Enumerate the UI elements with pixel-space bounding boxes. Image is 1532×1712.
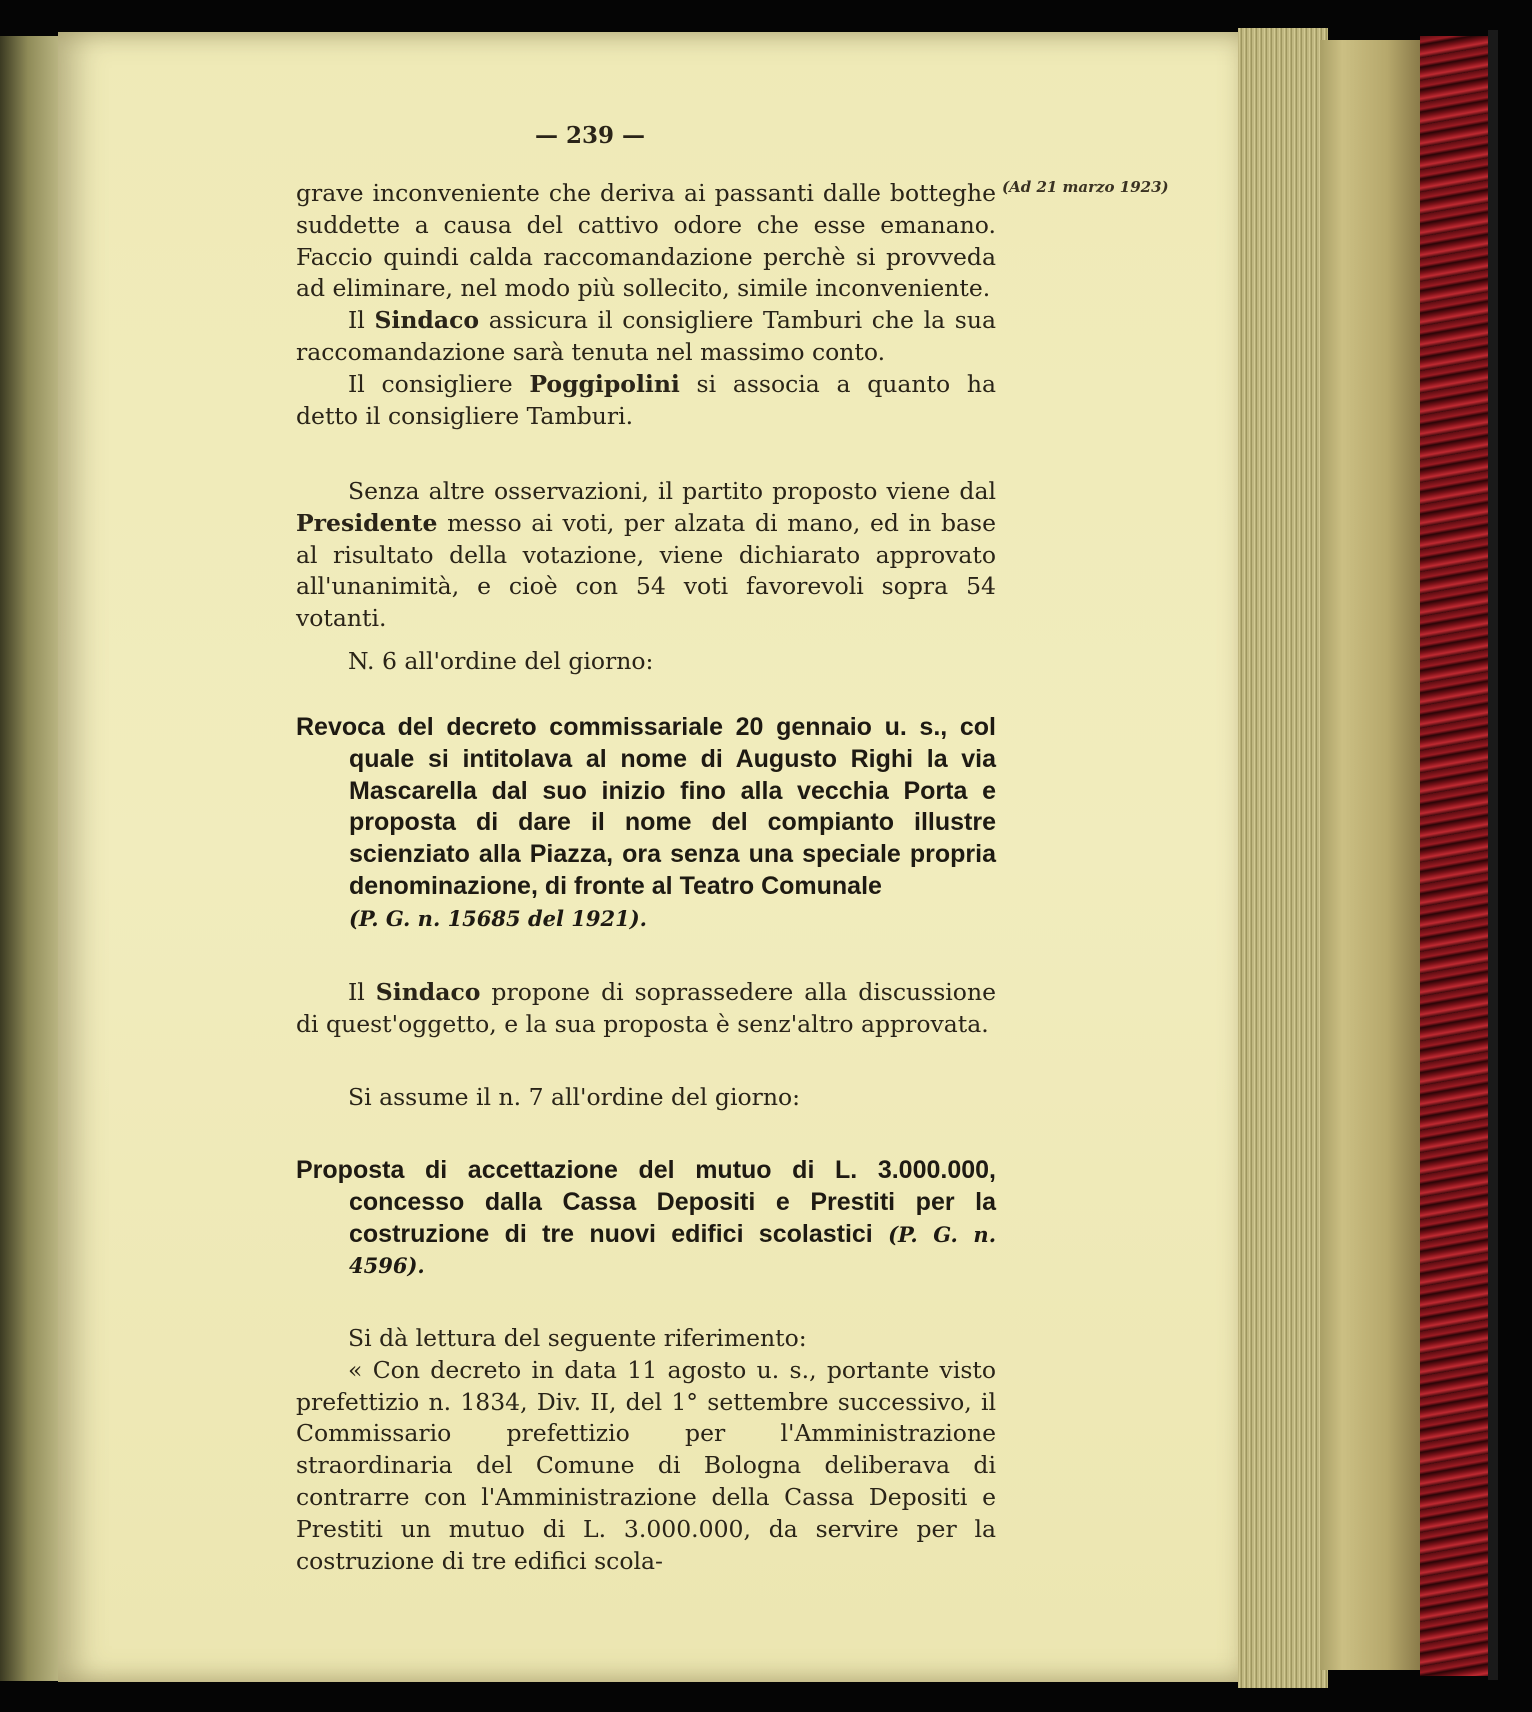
speaker-name: Presidente	[296, 508, 438, 537]
page-stack	[1238, 28, 1328, 1688]
agenda-item-title: Revoca del decreto commissariale 20 gennaio u. s., col quale si intitolava al nome di Augusto Righi la via Mascarella dal suo inizio fino alla vecchia Porta e proposta di dare il nome del compianto illustre scienziato alla Piazza, ora senza una speciale propria denominazione, di fronte al Teatro Comunale (P. G. n. 15685 del 1921).	[296, 713, 996, 931]
margin-date-note: (Ad 21 marzo 1923)	[1002, 178, 1169, 196]
vote-block	[296, 476, 996, 635]
cover-edge	[1488, 30, 1498, 1680]
item7-heading-block	[296, 1155, 996, 1282]
item6-heading-block	[296, 712, 996, 935]
agenda-item-title: Proposta di accettazione del mutuo di L. 3.000.000, concesso dalla Cassa Depositi e Prestiti per la costruzione di tre nuovi edifici scolastici (P. G. n. 4596).	[296, 1156, 997, 1279]
item6-decision-block	[296, 977, 996, 1041]
paragraph-reading-intro: Si dà lettura del seguente riferimento:	[348, 1324, 807, 1352]
speaker-name: Poggipolini	[529, 369, 680, 398]
speaker-name: Sindaco	[374, 306, 480, 335]
paragraph-sindaco-postpone: Il Sindaco propone di soprassedere alla discussione di quest'oggetto, e la sua proposta è senz'altro approvata.	[296, 978, 996, 1038]
paragraph-sindaco-reply: Il Sindaco assicura il consigliere Tamburi che la sua raccomandazione sarà tenuta nel massimo conto.	[296, 306, 996, 366]
agenda-item-reference: (P. G. n. 4596).	[349, 1221, 997, 1279]
paragraph-continuation: grave inconveniente che deriva ai passanti dalle botteghe suddette a causa del cattivo odore che esse emanano. Faccio quindi calda raccomandazione perchè si provveda ad eliminare, nel modo più sollecito, simile inconveniente.	[296, 179, 996, 303]
reading-block	[296, 1323, 996, 1577]
text-block-top	[296, 178, 996, 432]
paragraph-quoted-report: « Con decreto in data 11 agosto u. s., portante visto prefettizio n. 1834, Div. II, del 1° settembre successivo, il Commissario prefettizio per l'Amministrazione straordinaria del Comune di Bologna deliberava di contrarre con l'Amministrazione della Cassa Depositi e Prestiti un mutuo di L. 3.000.000, da servire per la costruzione di tre edifici scola-	[296, 1355, 996, 1575]
paragraph-vote: Senza altre osservazioni, il partito proposto viene dal Presidente messo ai voti, per alzata di mano, ed in base al risultato della votazione, viene dichiarato approvato all'unanimità, e cioè con 54 voti favorevoli sopra 54 votanti.	[296, 477, 996, 633]
agenda-item-intro: N. 6 all'ordine del giorno:	[348, 647, 654, 675]
page-number: — 239 —	[534, 122, 646, 149]
book-cover	[1420, 36, 1492, 1676]
book-edge	[1320, 40, 1432, 1670]
agenda-item-reference: (P. G. n. 15685 del 1921).	[349, 905, 647, 931]
paragraph-poggipolini: Il consigliere Poggipolini si associa a quanto ha detto il consigliere Tamburi.	[296, 369, 996, 430]
speaker-name: Sindaco	[375, 978, 481, 1006]
item7-intro-block	[296, 1082, 996, 1114]
agenda-item-intro: Si assume il n. 7 all'ordine del giorno:	[348, 1083, 801, 1111]
item6-intro-block	[296, 646, 996, 678]
